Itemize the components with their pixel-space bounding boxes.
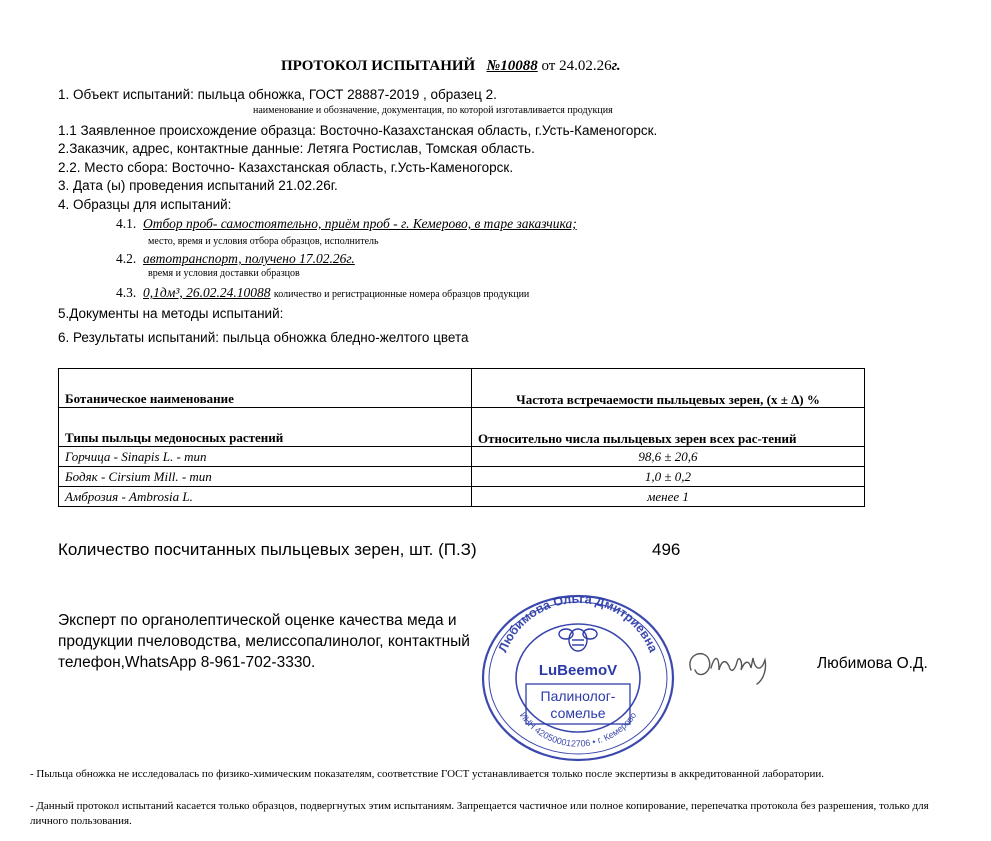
s41-value: Отбор проб- самостоятельно, приём проб - г. Кемерово, в таре заказчика;	[143, 216, 577, 231]
s42-value: автотранспорт, получено 17.02.26г.	[143, 251, 355, 266]
table-header-row-2	[59, 408, 865, 447]
s43-caption: количество и регистрационные номера образцов продукции	[273, 289, 530, 300]
stamp-role-line2: сомелье	[550, 705, 606, 721]
stamp-seal	[478, 588, 678, 763]
item-object: 1. Объект испытаний: пыльца обножка, ГОСТ 28887-2019 , образец 2.	[58, 87, 497, 102]
item-object-caption: наименование и обозначение, документация, по которой изготавливается продукция	[253, 105, 613, 116]
s42-caption: время и условия доставки образцов	[148, 268, 300, 279]
stamp-brand: LuBeemoV	[538, 662, 618, 679]
s43-number: 4.3.	[116, 285, 137, 300]
s41-number: 4.1.	[116, 216, 137, 231]
bee-crown-icon	[559, 629, 597, 651]
header-pollen-types: Типы пыльцы медоносных растений	[59, 408, 472, 447]
item-samples-label: 4. Образцы для испытаний:	[58, 197, 232, 212]
item-origin: 1.1 Заявленное происхождение образца: Восточно-Казахстанская область, г.Усть-Каменогорск.	[58, 123, 658, 138]
s43-value: 0,1дм³, 26.02.24.10088	[143, 285, 271, 300]
title-text: ПРОТОКОЛ ИСПЫТАНИЙ	[281, 58, 476, 74]
item-results: 6. Результаты испытаний: пыльца обножка бледно-желтого цвета	[58, 330, 469, 345]
table-row	[59, 487, 865, 507]
item-collection-place: 2.2. Место сбора: Восточно- Казахстанская область, г.Усть-Каменогорск.	[58, 160, 514, 175]
footnote-2: - Данный протокол испытаний касается только образцов, подвергнутых этим испытаниям. Запрещается частичное или полное копирование, перепечатка протокола без разрешения, только для личного пользования.	[30, 800, 929, 827]
s41-caption: место, время и условия отбора образцов, исполнитель	[148, 236, 379, 247]
footnote-1: - Пыльца обножка не исследовалась по физико-химическим показателям, соответствие ГОСТ устанавливается только после экспертизы в аккредитованной лаборатории.	[30, 768, 825, 780]
row-value: 1,0 ± 0,2	[472, 467, 865, 487]
document-title	[281, 58, 621, 75]
expert-description: Эксперт по органолептической оценке качества меда и продукции пчеловодства, мелиссопалинолог, контактный телефон,WhatsApp 8-961-702-3330.	[58, 612, 470, 671]
item-sample-4-2	[116, 251, 355, 267]
header-botanical-name: Ботаническое наименование	[59, 369, 472, 408]
protocol-date-suffix: г.	[611, 58, 621, 74]
protocol-date: от 24.02.26	[541, 58, 612, 74]
stamp-role-line1: Палинолог-	[540, 688, 616, 704]
row-name: Бодяк - Cirsium Mill. - тип	[59, 467, 472, 487]
pollen-count-label: Количество посчитанных пыльцевых зерен, шт. (П.З)	[58, 540, 477, 559]
row-value: менее 1	[472, 487, 865, 507]
header-frequency: Частота встречаемости пыльцевых зерен, (x ± Δ) %	[472, 369, 865, 408]
stamp-ring-text: Любимова Ольга Дмитриевна	[495, 591, 661, 655]
item-methods: 5.Документы на методы испытаний:	[58, 306, 284, 321]
stamp-bottom-text: ИНН 420500012706 • г. Кемерово	[517, 710, 639, 749]
row-value: 98,6 ± 20,6	[472, 447, 865, 467]
pollen-count-value: 496	[652, 540, 681, 559]
item-test-dates: 3. Дата (ы) проведения испытаний 21.02.26г.	[58, 178, 338, 193]
results-table	[58, 368, 865, 507]
item-sample-4-1	[116, 216, 577, 232]
item-customer: 2.Заказчик, адрес, контактные данные: Летяга Ростислав, Томская область.	[58, 141, 535, 156]
table-row	[59, 447, 865, 467]
header-relative: Относительно числа пыльцевых зерен всех рас-тений	[472, 408, 865, 447]
signature	[683, 640, 783, 695]
row-name: Горчица - Sinapis L. - тип	[59, 447, 472, 467]
expert-name: Любимова О.Д.	[817, 655, 928, 672]
protocol-number: №10088	[486, 58, 538, 74]
s42-number: 4.2.	[116, 251, 137, 266]
table-header-row-1	[59, 369, 865, 408]
table-row	[59, 467, 865, 487]
item-sample-4-3	[116, 285, 529, 301]
row-name: Амброзия - Ambrosia L.	[59, 487, 472, 507]
